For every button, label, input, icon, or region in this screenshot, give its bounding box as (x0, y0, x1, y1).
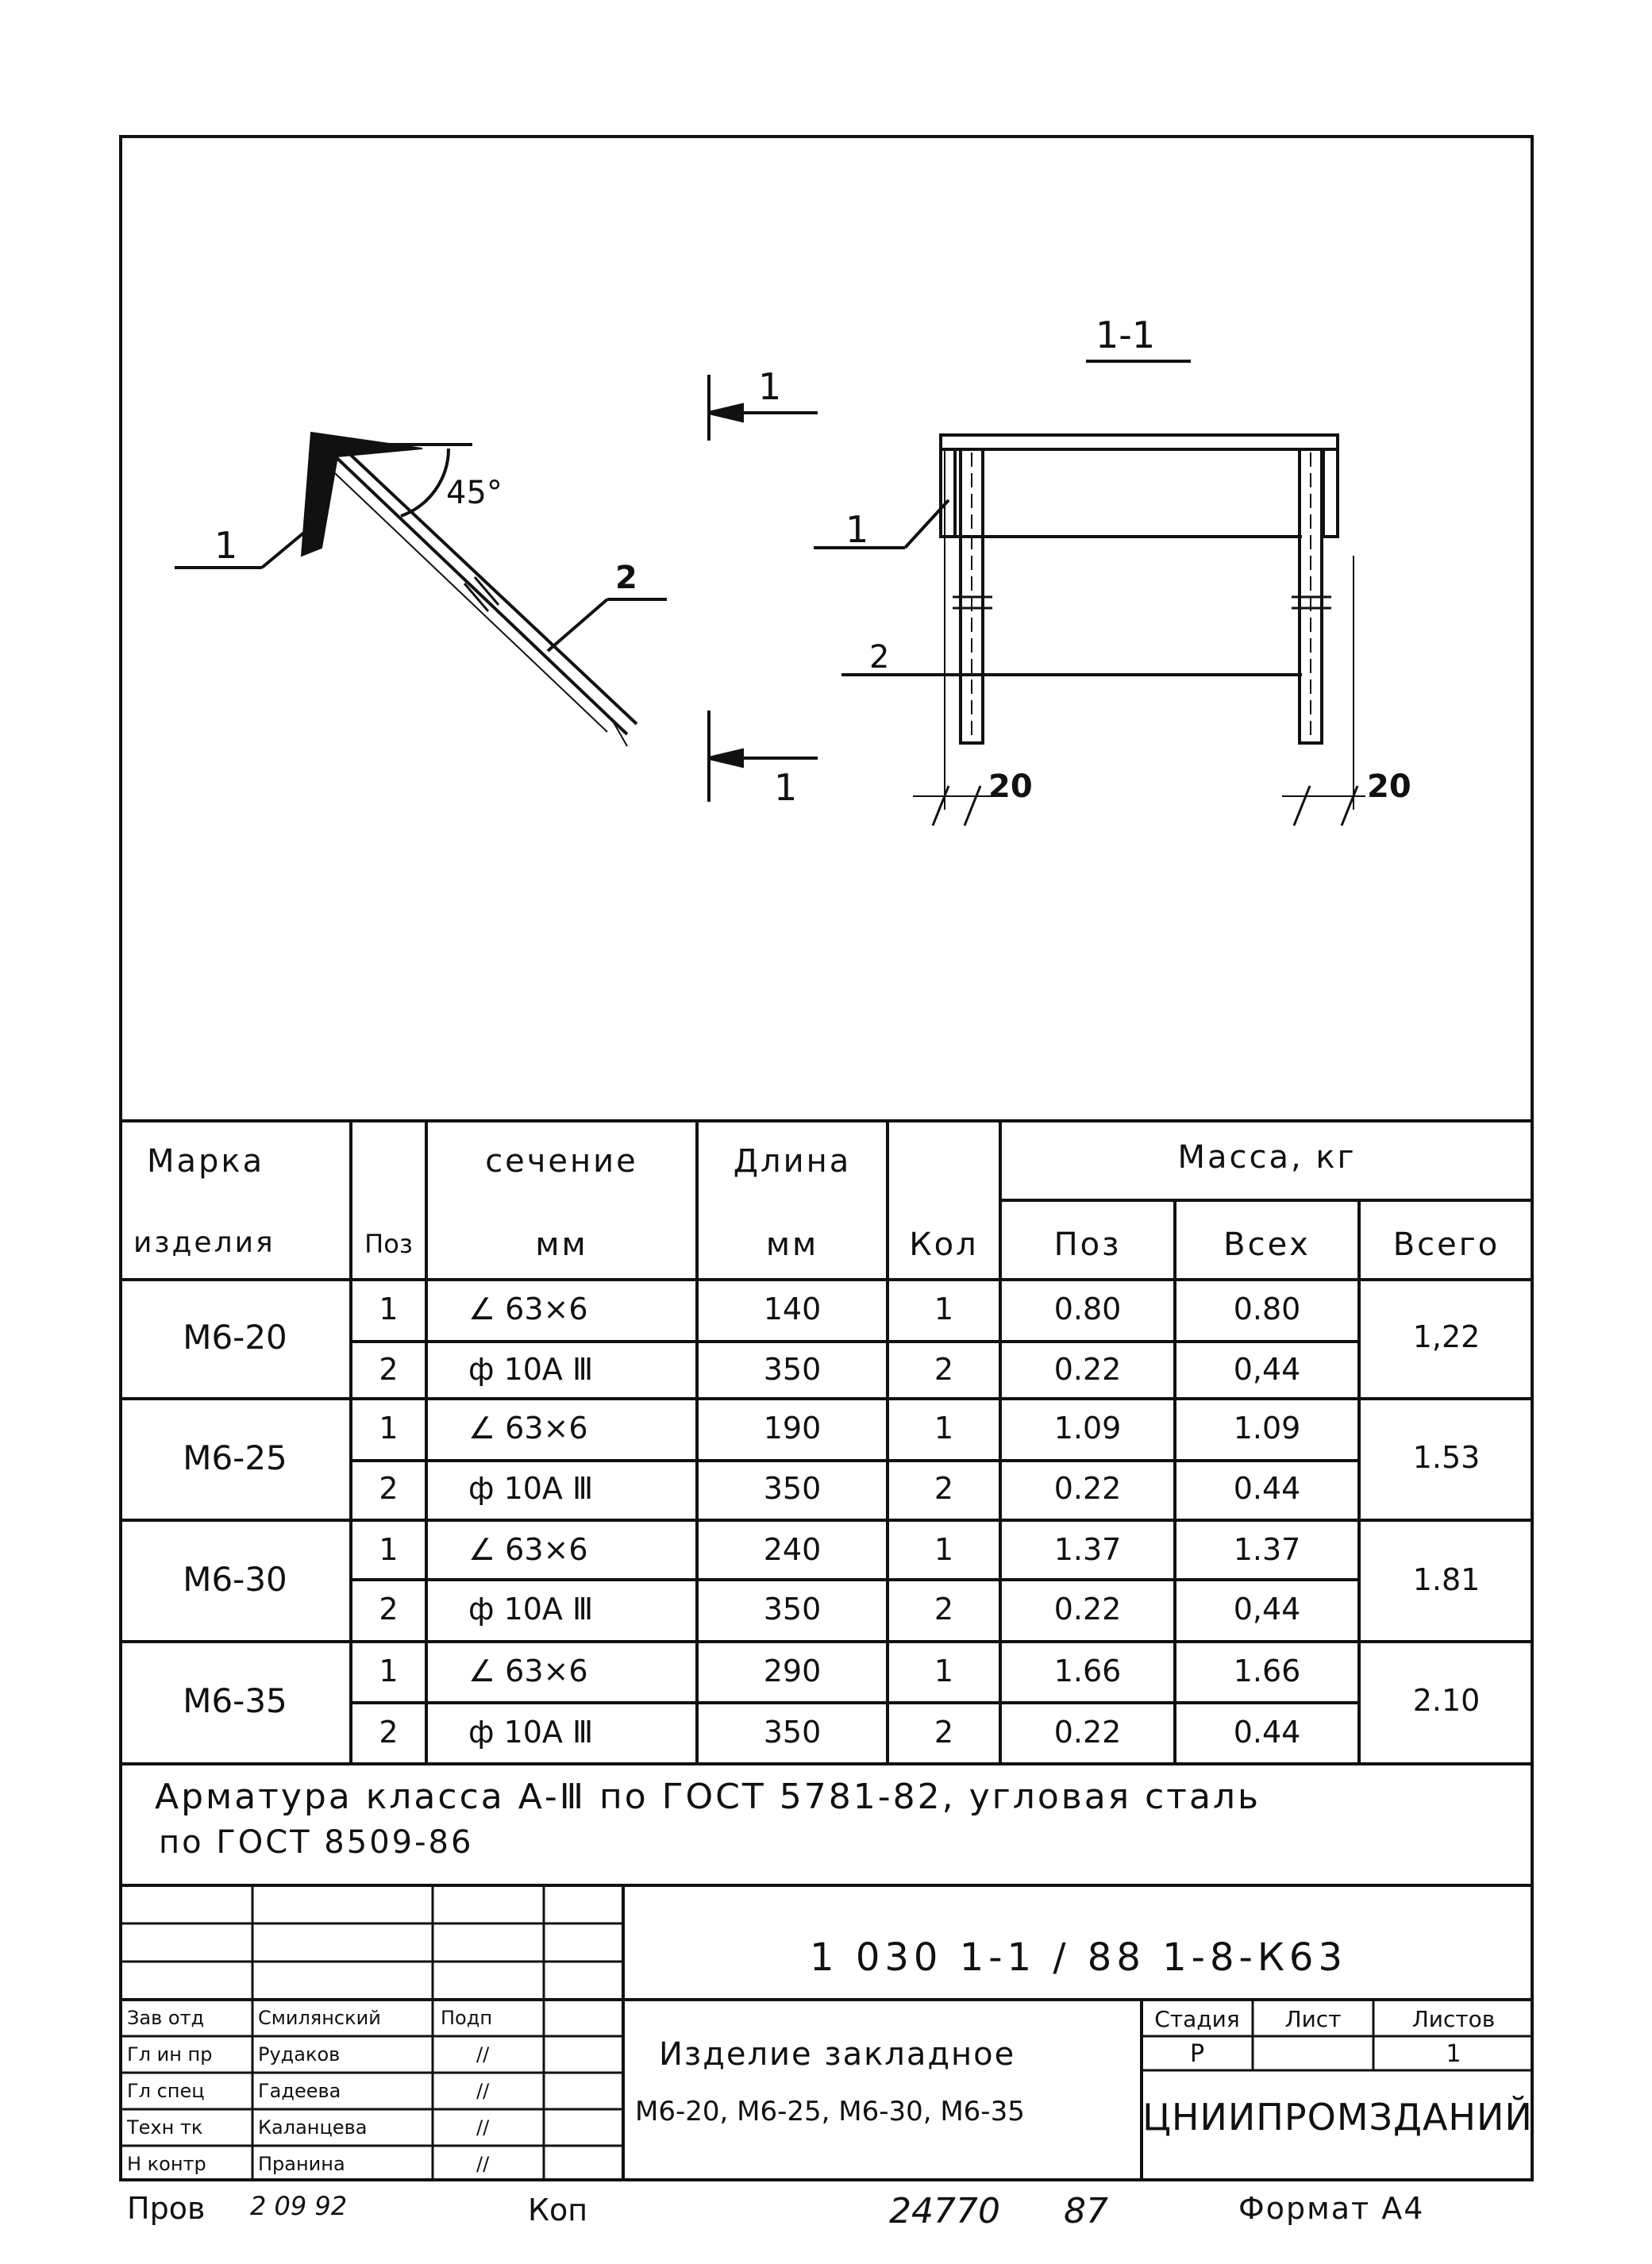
mass-all-cell: 0.44 (1233, 1715, 1301, 1750)
mass-pos-cell: 1.66 (1053, 1654, 1122, 1688)
signer-role: Гл ин пр (127, 2043, 213, 2066)
product-marks: М6-20, М6-25, М6-30, М6-35 (635, 2096, 1025, 2127)
length-cell: 290 (763, 1654, 822, 1688)
pos-cell: 2 (379, 1471, 399, 1506)
mark-cell: М6-30 (183, 1560, 287, 1599)
qty-cell: 2 (934, 1592, 954, 1627)
section-cell: ф 10А Ⅲ (468, 1352, 594, 1387)
qty-cell: 2 (934, 1471, 954, 1506)
organization: ЦНИИПРОМЗДАНИЙ (1142, 2096, 1533, 2139)
mass-pos-cell: 0.22 (1053, 1471, 1122, 1506)
pos-cell: 2 (379, 1715, 399, 1750)
pos1-label: 1 (214, 524, 238, 567)
pos2-label: 2 (615, 560, 637, 596)
length-cell: 350 (763, 1352, 822, 1387)
header-section-bottom: мм (535, 1226, 588, 1263)
qty-cell: 2 (934, 1352, 954, 1387)
signer-name: Рудаков (258, 2043, 341, 2066)
pos-cell: 2 (379, 1592, 399, 1627)
length-cell: 350 (763, 1592, 822, 1627)
inv-suffix: 87 (1064, 2191, 1108, 2231)
header-mass-all: Всех (1223, 1226, 1311, 1263)
total-cell: 1.81 (1412, 1562, 1481, 1597)
length-cell: 190 (763, 1411, 822, 1446)
mark-cell: М6-20 (183, 1318, 287, 1357)
header-mark-bottom: изделия (133, 1226, 275, 1259)
section-view (814, 361, 1365, 826)
mass-all-cell: 0.80 (1233, 1292, 1301, 1326)
length-cell: 240 (763, 1532, 822, 1567)
pos-cell: 1 (379, 1292, 399, 1326)
mass-all-cell: 0,44 (1233, 1352, 1301, 1387)
stage-label: Стадия (1154, 2006, 1240, 2032)
total-cell: 1,22 (1412, 1319, 1481, 1354)
header-mark-top: Марка (147, 1143, 265, 1180)
mass-all-cell: 1.37 (1233, 1532, 1301, 1567)
mass-all-cell: 0,44 (1233, 1592, 1301, 1627)
angle-view (175, 433, 667, 746)
angle-label: 45° (446, 475, 503, 511)
signer-role: Гл спец (127, 2080, 205, 2102)
mass-pos-cell: 0.80 (1053, 1292, 1122, 1326)
mass-pos-cell: 1.37 (1053, 1532, 1122, 1567)
signer-role: Техн тк (127, 2116, 203, 2139)
section-mark-label: 1-1 (1096, 314, 1156, 356)
header-mass-total: Всего (1392, 1226, 1500, 1263)
section-cell: ∠ 63×6 (468, 1292, 588, 1326)
section-marks (709, 375, 818, 802)
mass-all-cell: 1.66 (1233, 1654, 1301, 1688)
pos-cell: 1 (379, 1532, 399, 1567)
note-line-2: по ГОСТ 8509-86 (159, 1824, 474, 1861)
section-cell: ∠ 63×6 (468, 1532, 588, 1567)
qty-cell: 1 (934, 1532, 954, 1567)
section-label-top: 1 (758, 365, 782, 408)
section-label-bottom: 1 (774, 766, 798, 809)
header-mass: Масса, кг (1177, 1139, 1357, 1176)
document-code: 1 030 1-1 / 88 1-8-К63 (810, 1935, 1347, 1980)
kop-label: Коп (528, 2193, 588, 2227)
prov-label: Пров (127, 2191, 206, 2226)
mark-cell: М6-25 (183, 1438, 287, 1477)
sheet-label: Лист (1284, 2006, 1342, 2032)
sheets-value: 1 (1446, 2040, 1461, 2068)
total-cell: 2.10 (1412, 1683, 1481, 1718)
section-cell: ф 10А Ⅲ (468, 1592, 594, 1627)
header-mass-pos: Поз (1053, 1226, 1122, 1263)
header-length-bottom: мм (765, 1226, 819, 1263)
inv-number: 24770 (889, 2191, 1000, 2231)
dim-right: 20 (1367, 768, 1411, 805)
length-cell: 140 (763, 1292, 822, 1326)
signer-role: Зав отд (127, 2007, 205, 2029)
section-cell: ∠ 63×6 (468, 1411, 588, 1446)
header-length-top: Длина (733, 1143, 852, 1180)
signer-sign: // (476, 2153, 490, 2175)
section-cell: ∠ 63×6 (468, 1654, 588, 1688)
mass-all-cell: 1.09 (1233, 1411, 1301, 1446)
qty-cell: 1 (934, 1411, 954, 1446)
section-pos2-label: 2 (869, 639, 890, 676)
note-line-1: Арматура класса А-Ⅲ по ГОСТ 5781-82, угловая сталь (155, 1777, 1261, 1817)
mass-pos-cell: 0.22 (1053, 1592, 1122, 1627)
signer-sign: // (476, 2080, 490, 2102)
signer-name: Гадеева (258, 2080, 341, 2102)
section-cell: ф 10А Ⅲ (468, 1471, 594, 1506)
mass-all-cell: 0.44 (1233, 1471, 1301, 1506)
pos-cell: 2 (379, 1352, 399, 1387)
mark-cell: М6-35 (183, 1681, 287, 1720)
header-pos: Поз (364, 1229, 413, 1259)
qty-cell: 1 (934, 1654, 954, 1688)
stage-value: Р (1189, 2040, 1205, 2068)
mass-pos-cell: 0.22 (1053, 1352, 1122, 1387)
signer-name: Смилянский (258, 2007, 381, 2029)
pos-cell: 1 (379, 1411, 399, 1446)
header-qty: Кол (909, 1226, 979, 1263)
signer-sign: // (476, 2116, 490, 2139)
section-pos1-label: 1 (845, 508, 869, 551)
signer-name: Пранина (258, 2153, 345, 2175)
section-cell: ф 10А Ⅲ (468, 1715, 594, 1750)
header-section-top: сечение (485, 1143, 638, 1180)
signer-sign: // (476, 2043, 490, 2066)
sheets-label: Листов (1411, 2006, 1496, 2032)
product-name: Изделие закладное (659, 2036, 1016, 2073)
length-cell: 350 (763, 1471, 822, 1506)
signer-role: Н контр (127, 2153, 206, 2175)
date: 2 09 92 (250, 2191, 348, 2221)
mass-pos-cell: 0.22 (1053, 1715, 1122, 1750)
length-cell: 350 (763, 1715, 822, 1750)
mass-pos-cell: 1.09 (1053, 1411, 1122, 1446)
signer-sign: Подп (441, 2007, 493, 2029)
dim-left: 20 (988, 768, 1033, 805)
signer-name: Каланцева (258, 2116, 368, 2139)
qty-cell: 1 (934, 1292, 954, 1326)
pos-cell: 1 (379, 1654, 399, 1688)
qty-cell: 2 (934, 1715, 954, 1750)
format-label: Формат А4 (1238, 2191, 1425, 2226)
total-cell: 1.53 (1412, 1440, 1481, 1475)
